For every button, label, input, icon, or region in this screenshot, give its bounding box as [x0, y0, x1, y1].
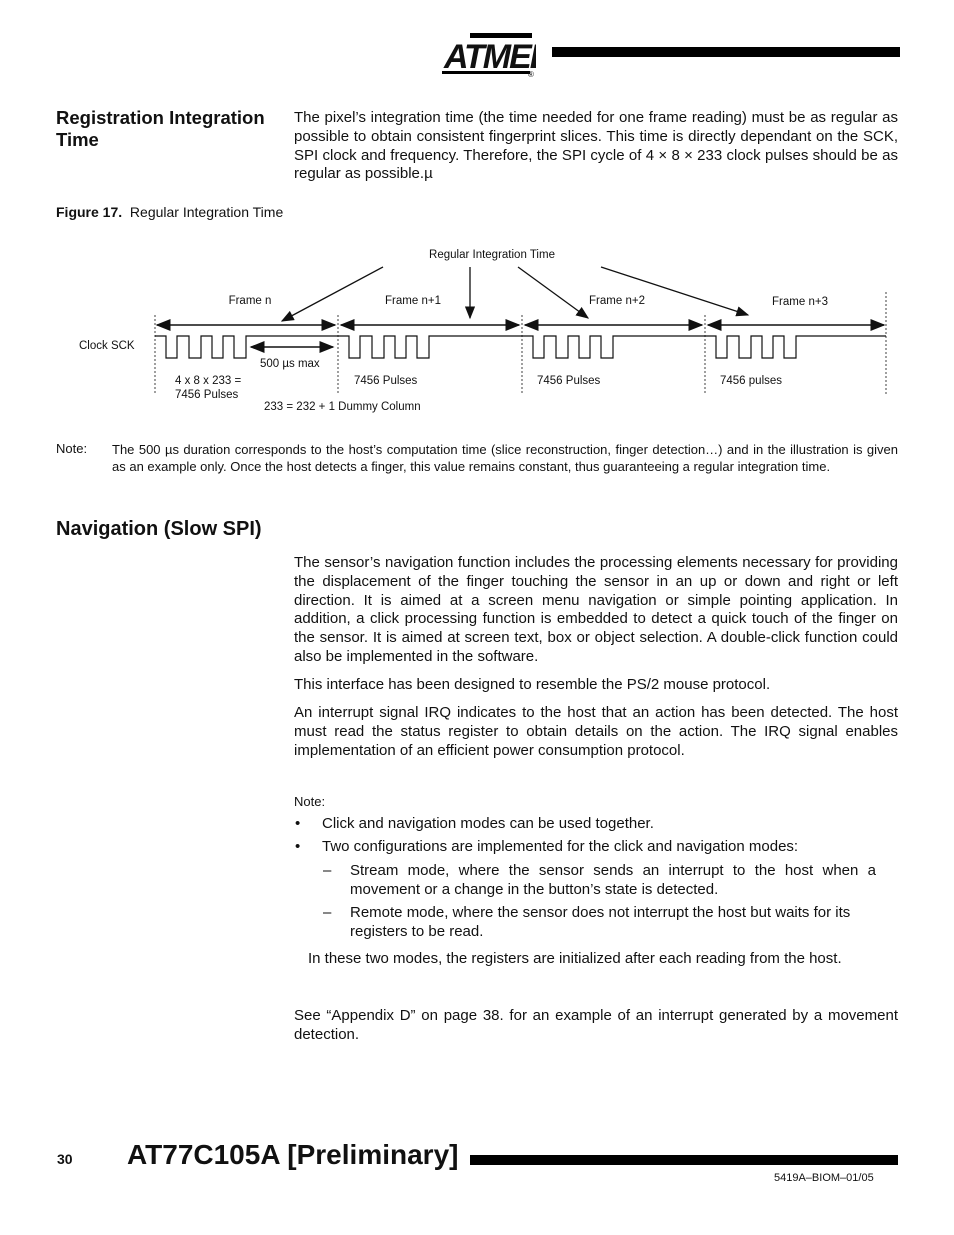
page-number: 30 [57, 1151, 73, 1167]
frame-label: Frame n+3 [772, 296, 828, 308]
figure-label: Figure 17. [56, 204, 123, 220]
header-rule [552, 47, 900, 57]
footer-rule [470, 1155, 898, 1165]
note-label: Note: [56, 441, 88, 456]
bullet-icon: • [295, 838, 301, 855]
diagram-title: Regular Integration Time [429, 249, 555, 261]
sub-bullet-item: Stream mode, where the sensor sends an interrupt to the host when a movement or a change in the button’s state is detected. [350, 862, 876, 898]
frame-label: Frame n+2 [589, 295, 645, 307]
pulse-count: 7456 Pulses [175, 389, 239, 401]
registration-body: The pixel’s integration time (the time needed for one frame reading) must be as regular as possible to obtain consistent fingerprint slices. This time is directly dependant on the SCK, SPI clock and frequency. Therefore, the SPI cycle of 4 × 8 × 233 clock pulses should be as regular as possible.µ [294, 109, 898, 183]
dash-icon: – [323, 904, 332, 921]
pulse-count: 7456 pulses [720, 375, 783, 387]
svg-text:®: ® [528, 70, 534, 77]
footer-title: AT77C105A [Preliminary] [127, 1139, 459, 1170]
svg-text:ATMEL: ATME [444, 38, 530, 76]
frame-label: Frame n [228, 295, 272, 307]
navigation-p3: An interrupt signal IRQ indicates to the host that an action has been detected. The host must read the status register to obtain details on the action. The IRQ signal enables implementation of an efficient power consumption protocol. [294, 704, 898, 759]
gap-label: 500 µs max [260, 358, 320, 370]
bullet-item: Two configurations are implemented for the click and navigation modes: [322, 838, 799, 855]
document-code: 5419A–BIOM–01/05 [774, 1172, 874, 1184]
bullet-icon: • [295, 815, 301, 832]
frame-label: Frame n+1 [385, 295, 441, 307]
sub-bullet-item: Remote mode, where the sensor does not interrupt the host but waits for its registers to be read. [350, 904, 851, 940]
dummy-column-note: 233 = 232 + 1 Dummy Column [264, 401, 421, 413]
navigation-note-label: Note: [294, 794, 326, 809]
clock-label: Clock SCK [79, 340, 135, 352]
navigation-p5: See “Appendix D” on page 38. for an example of an interrupt generated by a movement detection. [294, 1007, 898, 1043]
figure-title: Regular Integration Time [129, 204, 284, 220]
section-heading-registration: Registration Integration Time [56, 107, 265, 150]
atmel-logo [440, 31, 536, 75]
pulse-formula: 4 x 8 x 233 = [175, 375, 242, 387]
bullet-item: Click and navigation modes can be used together. [322, 815, 654, 832]
section-heading-navigation: Navigation (Slow SPI) [56, 518, 262, 540]
figure-caption [56, 204, 283, 220]
timing-diagram [0, 240, 954, 420]
navigation-p4: In these two modes, the registers are initialized after each reading from the host. [308, 950, 842, 967]
pulse-count: 7456 Pulses [354, 375, 418, 387]
pulse-count: 7456 Pulses [537, 375, 601, 387]
navigation-p2: This interface has been designed to resemble the PS/2 mouse protocol. [294, 676, 771, 693]
dash-icon: – [323, 862, 332, 879]
navigation-p1: The sensor’s navigation function includes the processing elements necessary for providing the displacement of the finger touching the sensor in an up or down and right or left direction. It is aimed at a screen menu navigation or simple pointing application. In addition, a click processing function is embedded to detect a quick touch of the finger on the sensor. It is aimed at screen text, box or object selection. A double-click function could also be implemented in the software. [294, 554, 898, 665]
note-text: The 500 µs duration corresponds to the host’s computation time (slice reconstruction, finger detection…) and in the illustration is given as an example only. Once the host detects a finger, this value remains constant, thus guaranteeing a regular integration time. [112, 442, 898, 474]
